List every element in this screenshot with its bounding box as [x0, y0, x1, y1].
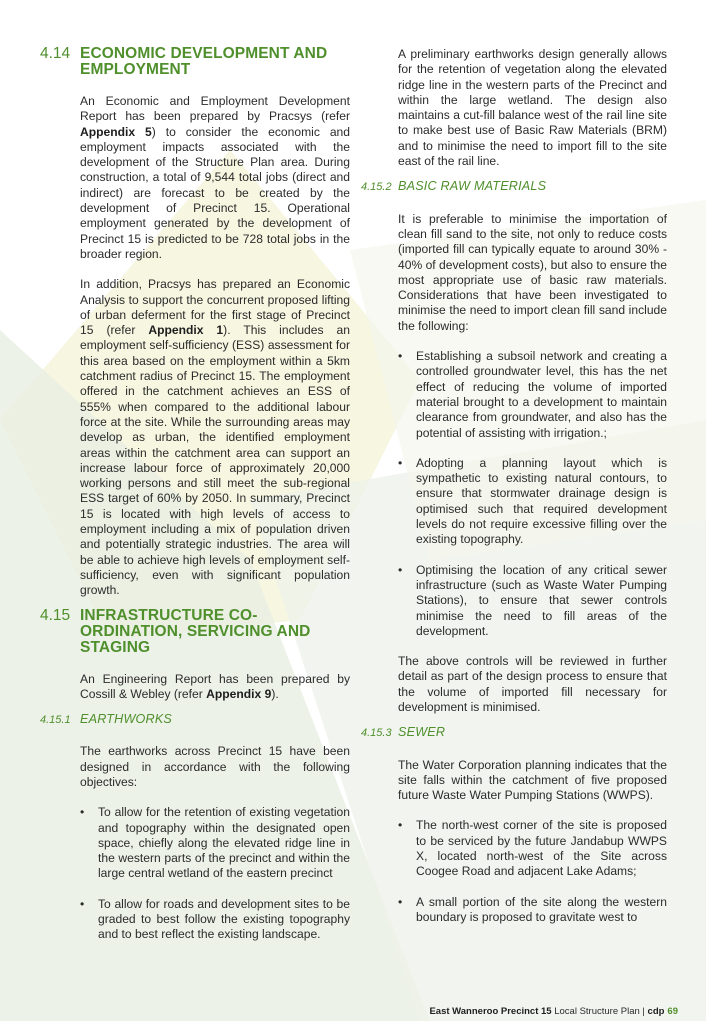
page-number: 69 [667, 1006, 678, 1017]
list-item: • Adopting a planning layout which is sympathetic to existing natural contours, to ensure that stormwater drainage design is optimised such that required development levels do not require excessive filling over the existing topography. [398, 456, 667, 548]
subsection-number: 4.15.3 [361, 727, 392, 740]
appendix-reference: Appendix 9 [206, 686, 272, 701]
appendix-reference: Appendix 1 [148, 323, 224, 338]
subsection-title: EARTHWORKS [80, 712, 173, 727]
section-4-15-heading [40, 608, 350, 656]
subsection-4-15-1-heading [40, 712, 350, 728]
subsection-number: 4.15.1 [40, 714, 71, 727]
subsection-title: SEWER [398, 725, 446, 740]
paragraph-sewer-intro: The Water Corporation planning indicates that the site falls within the catchment of five proposed future Waste Water Pumping Stations (WWPS). [398, 757, 667, 803]
right-column [361, 47, 667, 925]
sewer-catchment-list [398, 818, 667, 925]
left-column [40, 40, 350, 943]
paragraph-engineering-report: An Engineering Report has been prepared by Cossill & Webley (refer Appendix 9). [80, 671, 350, 701]
paragraph-economic-analysis: In addition, Pracsys has prepared an Economic Analysis to support the concurrent proposed lifting of urban deferment for the first stage of Precinct 15 (refer Appendix 1). This includes an employment self-sufficiency (ESS) assessment for this area based on the employment within a 5km catchment radius of Precinct 15. The employment offered in the catchment achieves an ESS of 555% when compared to the additional labour force at the site. While the surrounding areas may develop as urban, the identified employment areas within the catchment area can support an increase labour force of approximately 20,000 working persons and still meet the sub-regional ESS target of 60% by 2050. In summary, Precinct 15 is located with high levels of access to employment including a mix of population driven and potentially strategic industries. The area will be able to achieve high levels of employment self-sufficiency, even with significant population growth. [80, 277, 350, 598]
subsection-number: 4.15.2 [361, 181, 392, 194]
section-number: 4.14 [40, 45, 71, 62]
section-number: 4.15 [40, 606, 71, 624]
footer-subtitle: Local Structure Plan | [551, 1006, 648, 1017]
earthworks-objectives-list [80, 805, 350, 942]
fill-minimisation-list [398, 349, 667, 639]
subsection-4-15-2-heading [361, 179, 667, 195]
list-item: • Establishing a subsoil network and creating a controlled groundwater level, this has the net effect of reducing the volume of imported material brought to a development to maintain clearance from groundwater, and also has the potential of assisting with irrigation.; [398, 349, 667, 441]
list-item: • The north-west corner of the site is proposed to be serviced by the future Jandabup WWPS X, located north-west of the Site across Coogee Road and adjacent Lake Adams; [398, 818, 667, 879]
subsection-title: BASIC RAW MATERIALS [398, 179, 547, 194]
list-item: • To allow for roads and development sites to be graded to best follow the existing topography and to best reflect the existing landscape. [80, 897, 350, 943]
paragraph-controls-review: The above controls will be reviewed in further detail as part of the design process to ensure that the volume of imported fill necessary for development is minimised. [398, 654, 667, 714]
appendix-reference: Appendix 5 [80, 124, 152, 139]
list-item: • A small portion of the site along the western boundary is proposed to gravitate west to [398, 895, 667, 926]
paragraph-earthworks-design: A preliminary earthworks design generally allows for the retention of vegetation along the elevated ridge line in the western parts of the Precinct and within the large wetland. The design also maintains a cut-fill balance west of the rail line site to make best use of Basic Raw Materials (BRM) and to minimise the need to import fill to the site east of the rail line. [398, 47, 667, 169]
paragraph-earthworks-intro: The earthworks across Precinct 15 have been designed in accordance with the following objectives: [80, 744, 350, 789]
section-title: INFRASTRUCTURE CO-ORDINATION, SERVICING AND STAGING [80, 606, 311, 656]
list-item: • Optimising the location of any critical sewer infrastructure (such as Waste Water Pumping Stations), to ensure that sewer controls minimise the need to fill areas of the development. [398, 563, 667, 639]
subsection-4-15-3-heading [361, 725, 667, 741]
footer-document-title: East Wanneroo Precinct 15 [429, 1006, 552, 1017]
section-title: ECONOMIC DEVELOPMENT AND EMPLOYMENT [80, 45, 328, 78]
page-footer [429, 1006, 678, 1017]
paragraph-economic-report: An Economic and Employment Development Report has been prepared by Pracsys (refer Appendix 5) to consider the economic and employment impacts associated with the development of the Structure Plan area. During construction, a total of 9,544 total jobs (direct and indirect) are forecast to be created by the development of Precinct 15. Operational employment generated by the development of Precinct 15 is predicted to be 728 total jobs in the broader region. [80, 94, 351, 261]
section-4-14-heading [40, 46, 350, 78]
paragraph-basic-raw-materials: It is preferable to minimise the importation of clean fill sand to the site, not only to reduce costs (imported fill can typically equate to around 30% - 40% of development costs), but also to ensure the most appropriate use of basic raw materials. Considerations that have been investigated to minimise the need to import clean fill sand include the following: [398, 211, 667, 333]
list-item: • To allow for the retention of existing vegetation and topography within the designated open space, chiefly along the elevated ridge line in the western parts of the precinct and within the large central wetland of the eastern precinct [80, 805, 350, 881]
footer-cdp: cdp [647, 1006, 665, 1017]
